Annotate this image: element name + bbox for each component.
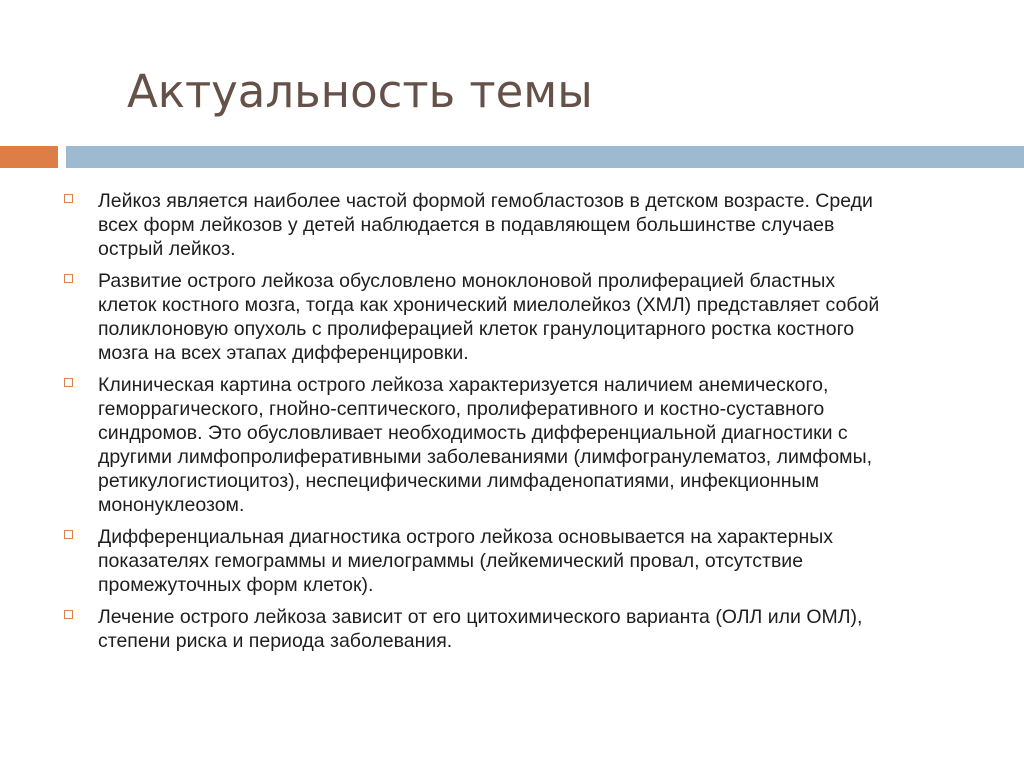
bullet-text: Клиническая картина острого лейкоза характеризуется наличием анемического, геморрагического, гнойно-септического, пролиферативного и костно-суставного синдромов. Это обусловливает необходимость дифференциальной диагностики с другими лимфопролиферативными заболеваниями (лимфогранулематоз, лимфомы, ретикулогистиоцитоз), неспецифическими лимфаденопатиями, инфекционным мононуклеозом.	[98, 374, 873, 516]
hollow-square-icon	[64, 610, 73, 619]
bullet-text: Лейкоз является наиболее частой формой гемобластозов в детском возрасте. Среди всех форм лейкозов у детей наблюдается в подавляющем большинстве случаев острый лейкоз.	[98, 190, 873, 260]
bullet-text: Развитие острого лейкоза обусловлено моноклоновой пролиферацией бластных клеток костного мозга, тогда как хронический миелолейкоз (ХМЛ) представляет собой поликлоновую опухоль с пролиферацией клеток гранулоцитарного ростка костного мозга на всех этапах дифференцировки.	[98, 270, 880, 364]
bullet-item	[60, 605, 880, 653]
bullet-text: Лечение острого лейкоза зависит от его цитохимического варианта (ОЛЛ или ОМЛ), степени риска и периода заболевания.	[98, 606, 863, 652]
bullet-item	[60, 373, 880, 517]
bullet-item	[60, 189, 880, 261]
hollow-square-icon	[64, 530, 73, 539]
slide-title: Актуальность темы	[127, 65, 593, 118]
accent-bar	[0, 146, 58, 168]
bullet-text: Дифференциальная диагностика острого лейкоза основывается на характерных показателях гемограммы и миелограммы (лейкемический провал, отсутствие промежуточных форм клеток).	[98, 526, 834, 596]
hollow-square-icon	[64, 378, 73, 387]
title-rule-bar	[66, 146, 1024, 168]
hollow-square-icon	[64, 194, 73, 203]
bullet-list	[60, 189, 880, 661]
hollow-square-icon	[64, 274, 73, 283]
bullet-item	[60, 525, 880, 597]
bullet-item	[60, 269, 880, 365]
